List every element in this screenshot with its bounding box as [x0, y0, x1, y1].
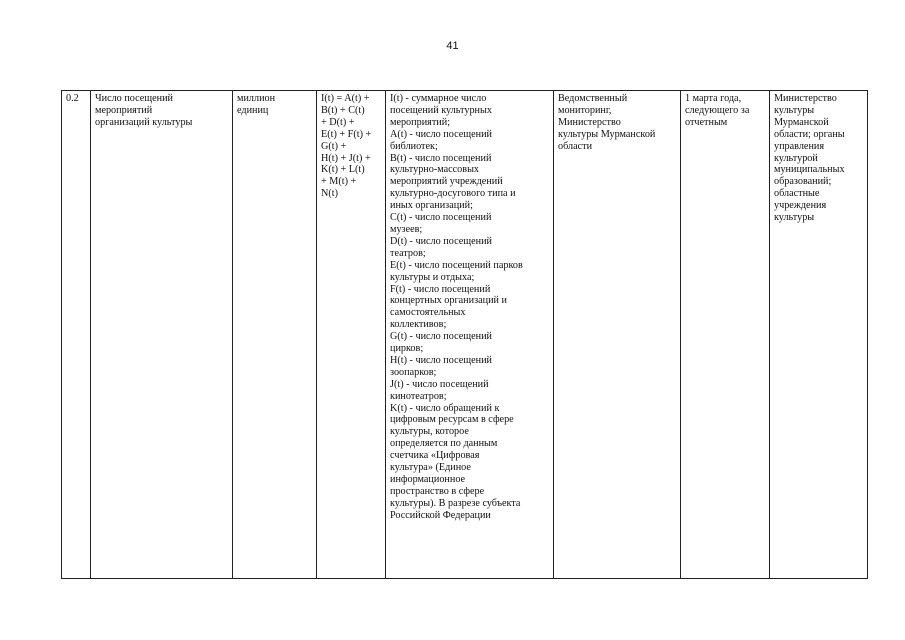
cell-text-line: A(t) - число посещений — [390, 128, 492, 140]
cell-text-line: культуры — [774, 212, 815, 224]
cell-text-line: счетчика «Цифровая — [390, 450, 480, 462]
cell-text-line: посещений культурных — [390, 104, 492, 116]
cell-text-line: областные — [774, 188, 820, 200]
cell-text-line: самостоятельных — [390, 307, 466, 319]
cell-text-line: D(t) - число посещений — [390, 235, 492, 247]
cell-text-line: образований; — [774, 176, 832, 188]
cell-text-line: культуры и отдыха; — [390, 271, 475, 283]
cell-text-line: культуры Мурманской — [558, 128, 656, 140]
cell-text-line: H(t) - число посещений — [390, 354, 492, 366]
indicator-name-cell — [91, 91, 233, 579]
cell-text-line: культурно-досугового типа и — [390, 188, 516, 200]
cell-text-line: области — [558, 140, 593, 152]
cell-text-line: зоопарков; — [390, 366, 437, 378]
data-source-cell — [554, 91, 681, 579]
cell-text-line: пространство в сфере — [390, 485, 485, 497]
cell-text-line: культура» (Единое — [390, 462, 471, 474]
cell-text-line: мероприятий учреждений — [390, 176, 503, 188]
cell-text-line: единиц — [237, 104, 269, 116]
cell-text-line: E(t) + F(t) + — [321, 128, 372, 140]
page-number: 41 — [446, 40, 459, 52]
cell-text-line: B(t) - число посещений — [390, 152, 492, 164]
cell-text-line: + M(t) + — [321, 176, 357, 188]
cell-text-line: учреждения — [774, 200, 827, 212]
cell-text-line: G(t) - число посещений — [390, 331, 492, 343]
cell-text-line: Министерство — [774, 93, 837, 104]
cell-text-line: библиотек; — [390, 140, 438, 152]
cell-text-line: театров; — [390, 247, 426, 259]
cell-text-line: N(t) — [321, 188, 338, 200]
cell-text-line: E(t) - число посещений парков — [390, 259, 523, 271]
cell-text-line: миллион — [237, 93, 276, 104]
responsible-cell — [770, 91, 868, 579]
cell-text-line: организаций культуры — [95, 116, 193, 128]
cell-text-line: определяется по данным — [390, 438, 498, 450]
cell-text-line: цирков; — [390, 343, 424, 355]
cell-text-line: F(t) - число посещений — [390, 283, 491, 295]
cell-text-line: B(t) + C(t) — [321, 104, 365, 116]
cell-text-line: музеев; — [390, 223, 423, 235]
row-number-cell — [62, 91, 91, 579]
cell-text-line: культуры, которое — [390, 426, 469, 438]
cell-text-line: Российской Федерации — [390, 509, 491, 521]
cell-text-line: культуры). В разрезе субъекта — [390, 497, 521, 509]
cell-text-line: иных организаций; — [390, 200, 473, 212]
cell-text-line: следующего за — [685, 104, 750, 116]
definitions-cell — [386, 91, 554, 579]
cell-text-line: + D(t) + — [321, 116, 355, 128]
cell-text-line: I(t) - суммарное число — [390, 93, 487, 104]
cell-text-line: концертных организаций и — [390, 295, 507, 307]
cell-text-line: Министерство — [558, 116, 621, 128]
formula-cell — [317, 91, 386, 579]
cell-text-line: кинотеатров; — [390, 390, 447, 402]
cell-text-line: мероприятий — [95, 104, 153, 116]
cell-text-line: информационное — [390, 474, 466, 485]
table-row — [62, 91, 868, 579]
cell-text-line: Мурманской — [774, 116, 829, 128]
unit-cell — [233, 91, 317, 579]
cell-text-line: культурно-массовых — [390, 164, 480, 176]
cell-text-line: мониторинг, — [558, 104, 612, 116]
cell-text-line: мероприятий; — [390, 116, 451, 128]
cell-text-line: J(t) - число посещений — [390, 378, 489, 390]
cell-text-line: культуры — [774, 104, 815, 116]
cell-text-line: коллективов; — [390, 319, 447, 331]
cell-text-line: I(t) = A(t) + — [321, 93, 370, 104]
row-number: 0.2 — [66, 93, 79, 104]
cell-text-line: культурой — [774, 152, 818, 164]
cell-text-line: 1 марта года, — [685, 93, 742, 104]
cell-text-line: C(t) - число посещений — [390, 212, 492, 224]
deadline-cell — [681, 91, 770, 579]
cell-text-line: Ведомственный — [558, 93, 628, 104]
cell-text-line: области; органы — [774, 128, 845, 140]
cell-text-line: K(t) + L(t) — [321, 164, 365, 176]
indicator-table — [61, 90, 868, 579]
cell-text-line: G(t) + — [321, 140, 347, 152]
cell-text-line: K(t) - число обращений к — [390, 402, 500, 414]
cell-text-line: отчетным — [685, 116, 728, 128]
cell-text-line: муниципальных — [774, 164, 845, 176]
cell-text-line: цифровым ресурсам в сфере — [390, 414, 514, 426]
cell-text-line: управления — [774, 140, 825, 152]
cell-text-line: H(t) + J(t) + — [321, 152, 371, 164]
cell-text-line: Число посещений — [95, 93, 174, 104]
